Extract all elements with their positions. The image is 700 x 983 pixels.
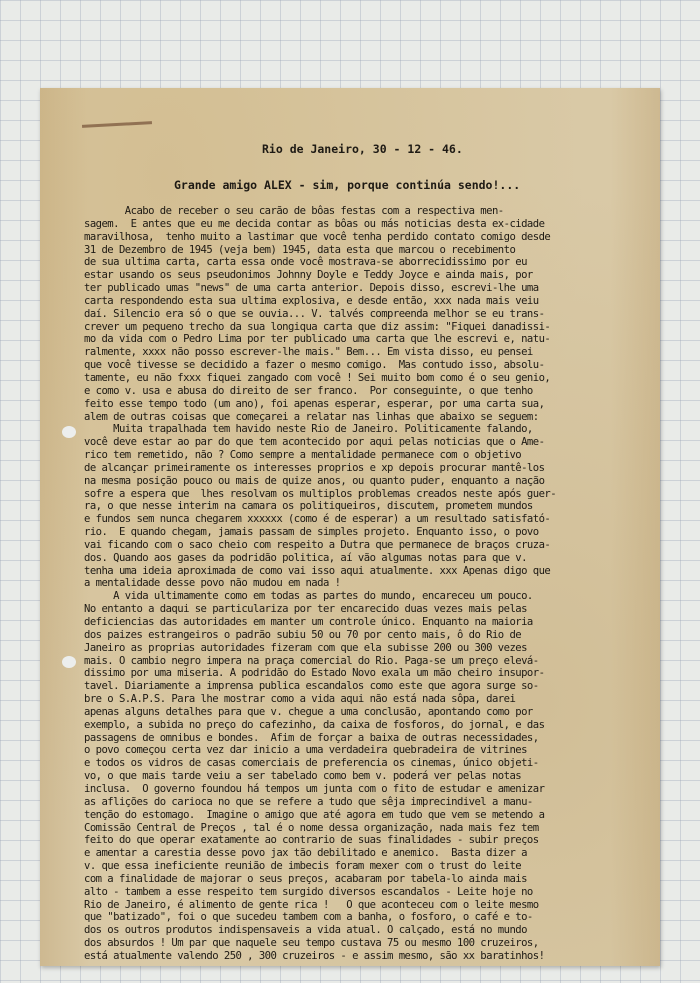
letter-line: alem de outras coisas que começarei a relatar nas linhas que abaixo se seguem: — [84, 410, 539, 423]
letter-line: rico tem remetido, não ? Como sempre a mentalidade permanece com o objetivo — [84, 449, 522, 462]
letter-line: 31 de Dezembro de 1945 (veja bem) 1945, data esta que marcou o recebimento — [84, 243, 516, 256]
letter-line: Rio de Janeiro, é alimento de gente rica ! O que aconteceu com o leite mesmo — [84, 898, 539, 911]
letter-line: e amentar a carestia desse povo jax tão debilitado e anemico. Basta dizer a — [84, 847, 527, 860]
letter-line: ra, o que nesse interim na camara os politiqueiros, discutem, prometem mundos — [84, 500, 533, 513]
letter-line: sofre a espera que lhes resolvam os multiplos problemas creados neste após guer- — [84, 487, 557, 500]
letter-line: sagem. E antes que eu me decida contar as bôas ou más noticias desta ex-cidade — [84, 217, 545, 230]
letter-line: dos paizes estrangeiros o padrão subiu 50 ou 70 por cento mais, ô do Rio de — [84, 628, 522, 641]
letter-line: mo da vida com o Pedro Lima por ter publicado uma carta que lhe escrevi e, natu- — [84, 333, 551, 346]
letter-line: tenção do estomago. Imagine o amigo que até agora em tudo que vem se metendo a — [84, 808, 545, 821]
letter-line: com a finalidade de majorar o seus preços, acabaram por tabela-lo ainda mais — [84, 872, 527, 885]
letter-line: tavel. Diariamente a imprensa publica escandalos como este que agora surge so- — [84, 680, 539, 693]
letter-line: Acabo de receber o seu carão de bôas festas com a respectiva men- — [84, 205, 504, 217]
letter-line: Muita trapalhada tem havido neste Rio de Janeiro. Politicamente falando, — [84, 423, 533, 436]
letter-greeting: Grande amigo ALEX - sim, porque continúa sendo!... — [174, 178, 521, 192]
letter-line: inclusa. O governo foundou há tempos um junta com o fito de estudar e amenizar — [84, 782, 545, 795]
letter-line: v. que essa ineficiente reunião de imbecis foram mexer com o trust do leite — [84, 860, 522, 873]
letter-line: que você tivesse se decidido a fazer o mesmo comigo. Mas contudo isso, absolu- — [84, 359, 545, 372]
letter-line: a mentalidade desse povo não mudou em nada ! — [84, 577, 341, 590]
letter-line: está atualmente valendo 250 , 300 cruzeiros - e assim mesmo, são xx baratinhos! — [84, 949, 545, 962]
letter-body — [84, 205, 656, 963]
letter-line: tamente, eu não fxxx fiquei zangado com você ! Sei muito bom como é o seu genio, — [84, 371, 551, 384]
letter-line: No entanto a daqui se particulariza por ter encarecido duas vezes mais pelas — [84, 603, 527, 616]
letter-line: daí. Silencio era só o que se ouvia... V. talvés compreenda melhor se eu trans- — [84, 307, 545, 320]
letter-line: de alcançar primeiramente os interesses proprios e xp depois procurar mantê-los — [84, 461, 545, 474]
letter-line: dissimo por uma miseria. A podridão do Estado Novo exala um mão cheiro insupor- — [84, 667, 545, 680]
letter-line: que "batizado", foi o que sucedeu tambem com a banha, o fosforo, o café e to- — [84, 911, 533, 924]
letter-line: passagens de omnibus e bondes. Afim de forçar a baixa de outras necessidades, — [84, 731, 539, 744]
letter-line: tenha uma ideia aproximada de como vai isso aqui atualmente. xxx Apenas digo que — [84, 564, 551, 577]
letter-line: ralmente, xxxx não posso escrever-lhe mais." Bem... Em vista disso, eu pensei — [84, 346, 533, 359]
punch-hole — [62, 656, 76, 668]
letter-line: Comissão Central de Preços , tal é o nome dessa organização, nada mais fez tem — [84, 821, 539, 834]
letter-line: apenas alguns detalhes para que v. chegue a uma conclusão, apontando como por — [84, 705, 533, 718]
letter-line: as aflições do carioca no que se refere a tudo que sêja imprecindivel a manu- — [84, 795, 533, 808]
letter-line: bre o S.A.P.S. Para lhe mostrar como a vida aqui não está nada sôpa, darei — [84, 693, 516, 706]
letter-line: de sua ultima carta, carta essa onde você mostrava-se aborrecidissimo por eu — [84, 256, 527, 269]
letter-line: feito esse tempo todo (um ano), foi apenas esperar, esperar, por uma carta sua, — [84, 397, 545, 410]
letter-line: e fundos sem nunca chegarem xxxxxx (como é de esperar) a um resultado satisfató- — [84, 513, 551, 526]
letter-line: dos os outros produtos indispensaveis a vida atual. O calçado, está no mundo — [84, 924, 527, 937]
punch-hole — [62, 426, 76, 438]
letter-page — [40, 88, 660, 966]
letter-line: carta respondendo esta sua ultima explosiva, e desde então, xxx nada mais veiu — [84, 294, 539, 307]
letter-line: feito do que operar exatamente ao contrario de suas finalidades - subir preços — [84, 834, 539, 847]
letter-line: crever um pequeno trecho da sua longiqua carta que diz assim: "Fiquei danadissi- — [84, 320, 551, 333]
letter-line: dos. Quando aos gases da podridão politica, aí vão algumas notas para que v. — [84, 551, 527, 564]
letter-line: dos absurdos ! Um par que naquele seu tempo custava 75 ou mesmo 100 cruzeiros, — [84, 937, 539, 950]
letter-line: e todos os vidros de casas comerciais de preferencia os cinemas, único objeti- — [84, 757, 539, 770]
letter-line: ter publicado umas "news" de uma carta anterior. Depois disso, escrevi-lhe uma — [84, 282, 539, 295]
letter-line: vo, o que mais tarde veiu a ser tabelado como bem v. poderá ver pelas notas — [84, 770, 522, 783]
ink-stain — [82, 121, 152, 128]
letter-line: Janeiro as proprias autoridades fizeram com que ela subisse 200 ou 300 vezes — [84, 641, 527, 654]
letter-line: alto - tambem a esse respeito tem surgido diversos escandalos - Leite hoje no — [84, 885, 533, 898]
letter-line: deficiencias das autoridades em manter um controle único. Enquanto na maioria — [84, 616, 533, 628]
letter-line: você deve estar ao par do que tem acontecido por aqui pelas noticias que o Ame- — [84, 436, 545, 449]
letter-line: A vida ultimamente como em todas as partes do mundo, encareceu um pouco. — [84, 590, 533, 603]
letter-line: na mesma posição pouco ou mais de quize anos, ou quanto puder, enquanto a nação — [84, 474, 545, 487]
letter-line: rio. E quando chegam, jamais passam de simples projeto. Enquanto isso, o povo — [84, 526, 539, 539]
letter-line: e como v. usa e abusa do direito de ser franco. Por conseguinte, o que tenho — [84, 384, 533, 397]
letter-line: exemplo, a subida no preço do cafezinho, da caixa de fosforos, do jornal, e das — [84, 718, 545, 731]
letter-line: estar usando os seus pseudonimos Johnny Doyle e Teddy Joyce e ainda mais, por — [84, 269, 533, 282]
letter-line: mais. O cambio negro impera na praça comercial do Rio. Paga-se um preço elevá- — [84, 654, 539, 667]
letter-date: Rio de Janeiro, 30 - 12 - 46. — [262, 142, 463, 156]
letter-line: o povo começou certa vez dar inicio a uma verdadeira quebradeira de vitrines — [84, 744, 527, 757]
letter-line: vai ficando com o saco cheio com respeito a Dutra que permanece de braços cruza- — [84, 538, 551, 551]
letter-line: maravilhosa, tenho muito a lastimar que você tenha perdido contato comigo desde — [84, 230, 551, 243]
